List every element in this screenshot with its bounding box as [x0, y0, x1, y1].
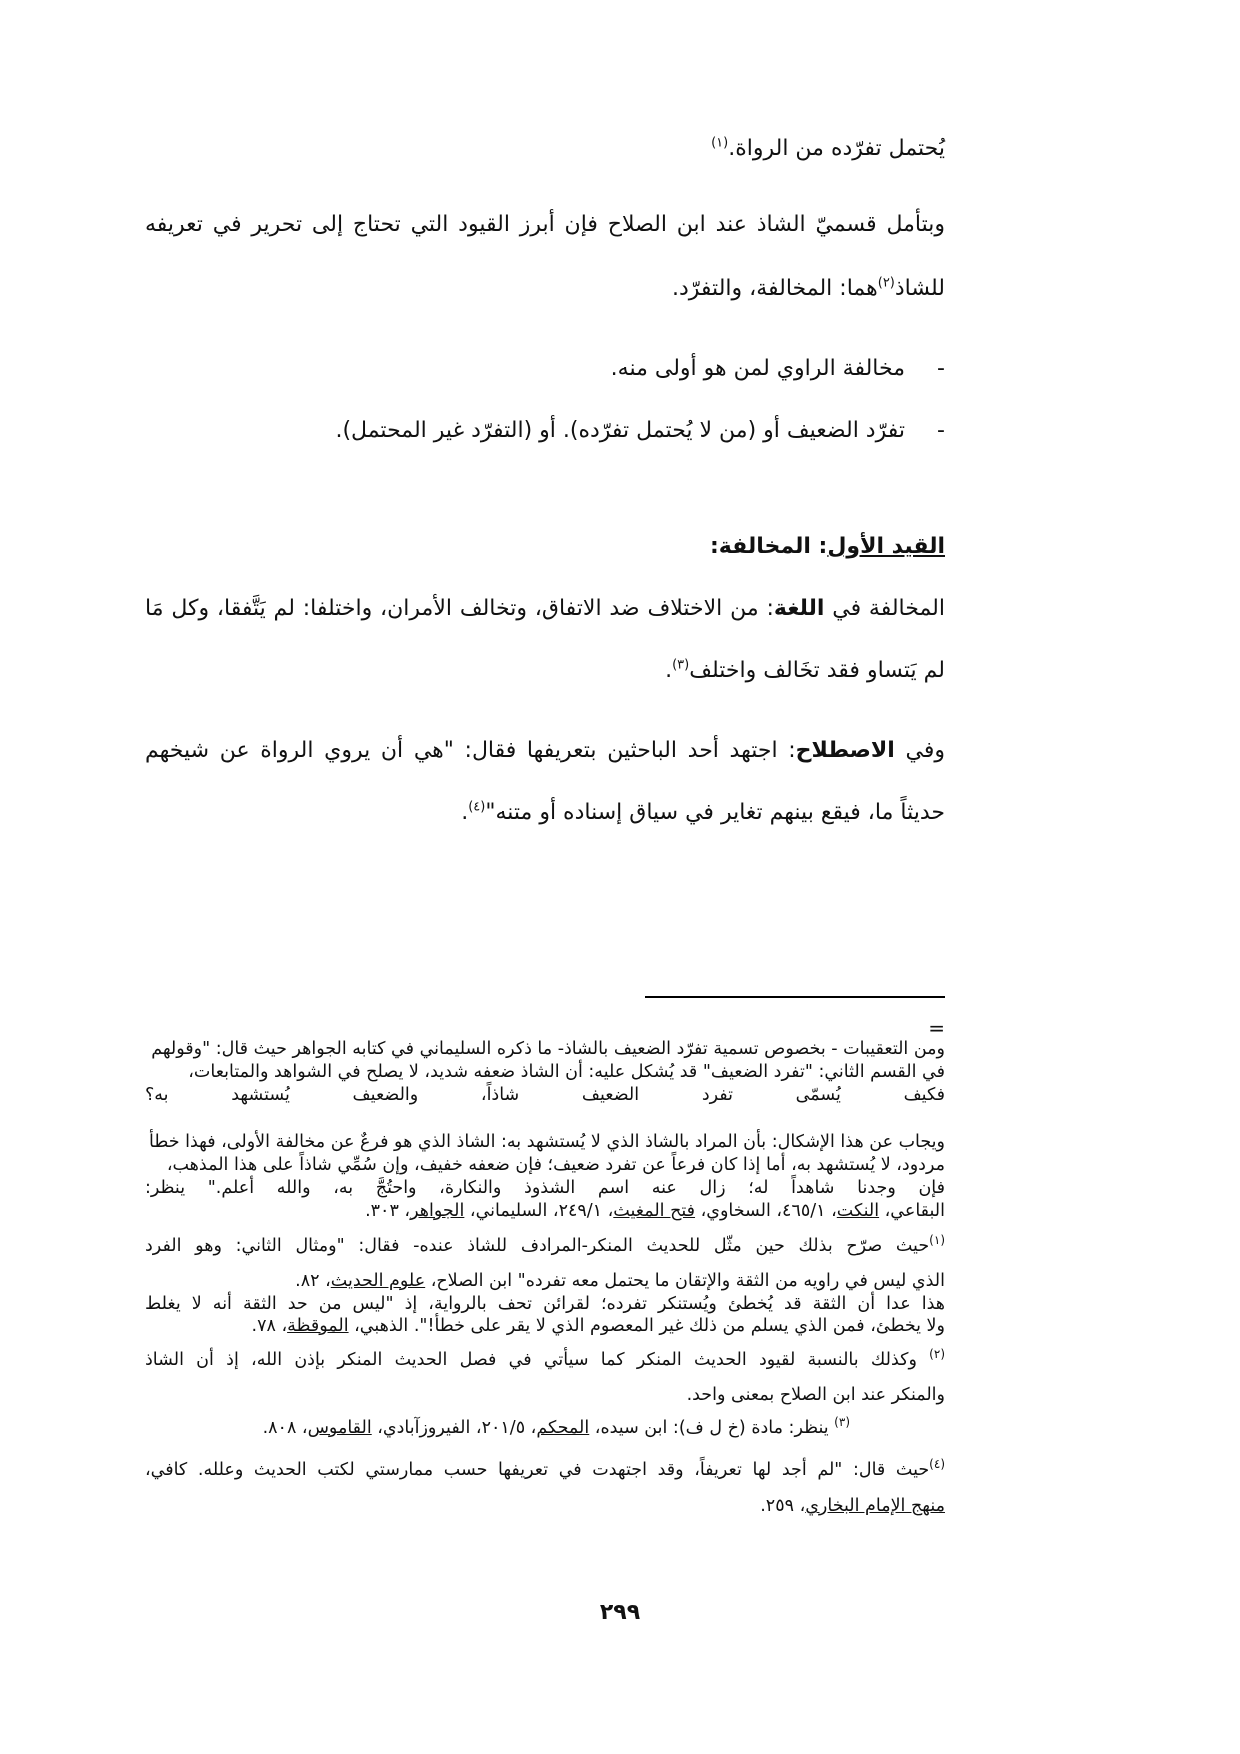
footnote-ref: (٤) [468, 799, 486, 815]
body-line [145, 136, 945, 161]
footnote-text: ، ٢٥٩. [760, 1496, 806, 1516]
cited-title: المحكم [536, 1418, 590, 1438]
body-line [145, 596, 945, 621]
cited-title: فتح المغيث [613, 1201, 696, 1221]
footnote-3 [145, 1415, 850, 1438]
footnote-1-line [145, 1271, 945, 1291]
document-page [145, 0, 945, 1754]
footnote-1-line [145, 1294, 945, 1314]
footnote-text: والمنكر عند ابن الصلاح بمعنى واحد. [686, 1385, 945, 1405]
footnote-ref: (٣) [672, 657, 690, 673]
footnote-text: ، ٢٤٩/١، السليماني، [464, 1201, 614, 1221]
cited-title: الجواهر [410, 1201, 465, 1221]
body-text: المخالفة في [824, 596, 945, 621]
body-text: : من الاختلاف ضد الاتفاق، وتخالف الأمران، واختلفا: لم يَتَّفقا، وكل مَا [145, 596, 774, 621]
body-text: هما: المخالفة، والتفرّد. [672, 276, 878, 301]
footnote-text: حيث قال: "لم أجد لها تعريفاً، وقد اجتهدت في تعريفها حسب ممارستي لكتب الحديث وعلله. كافي، [145, 1460, 930, 1480]
bullet-text: مخالفة الراوي لمن هو أولى منه. [610, 356, 905, 381]
footnote-text: ومن التعقيبات - بخصوص تسمية تفرّد الضعيف بالشاذ- ما ذكره السليماني في كتابه الجواهر حيث قال: "وقولهم في القسم الثاني: "تفرد الضعيف" قد يُشكل عليه: أن الشاذ ضعفه شديد، لا يصلح في الشواهد والمتابعات، فكيف يُسمّى تفرد الضعيف شاذاً، والضعيف يُستشهد به؟ [145, 1039, 945, 1105]
section-heading [145, 534, 945, 559]
bold-term: اللغة [773, 596, 825, 621]
footnote-2 [145, 1347, 945, 1370]
footnote-text: ، ٤٦٥/١، السخاوي، [695, 1201, 837, 1221]
body-text: حديثاً ما، فيقع بينهم تغاير في سياق إسناده أو متنه" [485, 800, 945, 825]
footnote-text: ينظر: مادة (خ ل ف): ابن سيده، [589, 1418, 835, 1438]
bullet-dash: - [937, 418, 945, 443]
cited-title: علوم الحديث [330, 1271, 426, 1291]
body-line [145, 800, 945, 825]
footnote-text: ولا يخطئ، فمن الذي يسلم من ذلك غير المعصوم الذي لا يقر على خطأ!". الذهبي، [348, 1316, 945, 1336]
footnote-continuation-mark: = [928, 1016, 945, 1040]
footnote-text: ويجاب عن هذا الإشكال: بأن المراد بالشاذ الذي لا يُستشهد به: الشاذ الذي هو فرعٌ عن مخالفة الأولى، فهذا خطأ مردود، لا يُستشهد به، أما إذا كان فرعاً عن تفرد ضعيف؛ فإن ضعفه خفيف، وإن سُمِّي شاذاً على هذا المذهب، فإن وجدنا شاهداً له؛ زال عنه اسم الشذوذ والنكارة، واحتُجَّ به، والله أعلم." ينظر: [145, 1132, 945, 1198]
cited-title: القاموس [307, 1418, 372, 1438]
cited-title: الموقظة [287, 1316, 349, 1336]
body-text: للشاذ [894, 276, 945, 301]
footnote-text: الذي ليس في راويه من الثقة والإتقان ما يحتمل معه تفرده" ابن الصلاح، [425, 1271, 945, 1291]
heading-text: : المخالفة: [709, 534, 828, 559]
footnote-number: (٢) [929, 1347, 945, 1362]
footnote-text: حيث صرّح بذلك حين مثّل للحديث المنكر-المرادف للشاذ عنده- فقال: "ومثال الثاني: وهو الفرد [145, 1236, 930, 1256]
footnote-citation [145, 1201, 945, 1221]
cited-title: النكت [836, 1201, 880, 1221]
body-line [145, 738, 945, 763]
body-text: . [461, 800, 469, 825]
body-text: لم يَتساو فقد تخَالف واختلف [689, 658, 945, 683]
heading-text: القيد الأول [827, 534, 945, 559]
body-line [145, 658, 945, 683]
bullet-text: تفرّد الضعيف أو (من لا يُحتمل تفرّده). أو (التفرّد غير المحتمل). [335, 418, 905, 443]
footnote-text: ، ٣٠٣. [365, 1201, 411, 1221]
bold-term: الاصطلاح [795, 738, 895, 763]
body-line [145, 212, 945, 237]
footnote-text: وكذلك بالنسبة لقيود الحديث المنكر كما سيأتي في فصل الحديث المنكر بإذن الله، إذ أن الشاذ [145, 1350, 930, 1370]
body-line [145, 276, 945, 301]
footnote-2-line [145, 1385, 945, 1405]
body-text: : اجتهد أحد الباحثين بتعريفها فقال: "هي أن يروي الرواة عن شيخهم [145, 738, 796, 763]
bullet-dash: - [937, 356, 945, 381]
footnote-text: ، ٢٠١/٥، الفيروزآبادي، [371, 1418, 537, 1438]
footnote-text: هذا عدا أن الثقة قد يُخطئ ويُستنكر تفرده؛ لقرائن تحف بالرواية، إذ "ليس من حد الثقة أنه لا يغلط [145, 1294, 945, 1314]
cited-title: منهج الإمام البخاري [805, 1496, 945, 1516]
footnote-text: البقاعي، [879, 1201, 945, 1221]
footnote-4-line [145, 1496, 945, 1516]
footnote-text: ، ٨٢. [295, 1271, 331, 1291]
body-text: يُحتمل تفرّده من الرواة. [728, 136, 945, 161]
footnote-ref: (١) [711, 135, 729, 151]
footnote-1 [145, 1233, 945, 1256]
footnote-number: (٤) [929, 1457, 945, 1472]
page-number: ٢٩٩ [599, 1600, 641, 1625]
body-text: وفي [894, 738, 945, 763]
footnote-number: (١) [929, 1233, 945, 1248]
footnote-4 [145, 1457, 945, 1480]
footnote-paragraph [145, 1038, 945, 1107]
footnote-text: ، ٧٨. [251, 1316, 288, 1336]
footnote-text: ، ٨٠٨. [262, 1418, 308, 1438]
footnote-paragraph [145, 1131, 945, 1200]
footnote-ref: (٢) [877, 275, 895, 291]
footnote-number: (٣) [834, 1415, 850, 1430]
body-text: . [665, 658, 673, 683]
footnote-1-line [145, 1316, 945, 1336]
footnote-separator [645, 996, 945, 998]
body-text: وبتأمل قسميّ الشاذ عند ابن الصلاح فإن أبرز القيود التي تحتاج إلى تحرير في تعريفه [145, 212, 945, 237]
